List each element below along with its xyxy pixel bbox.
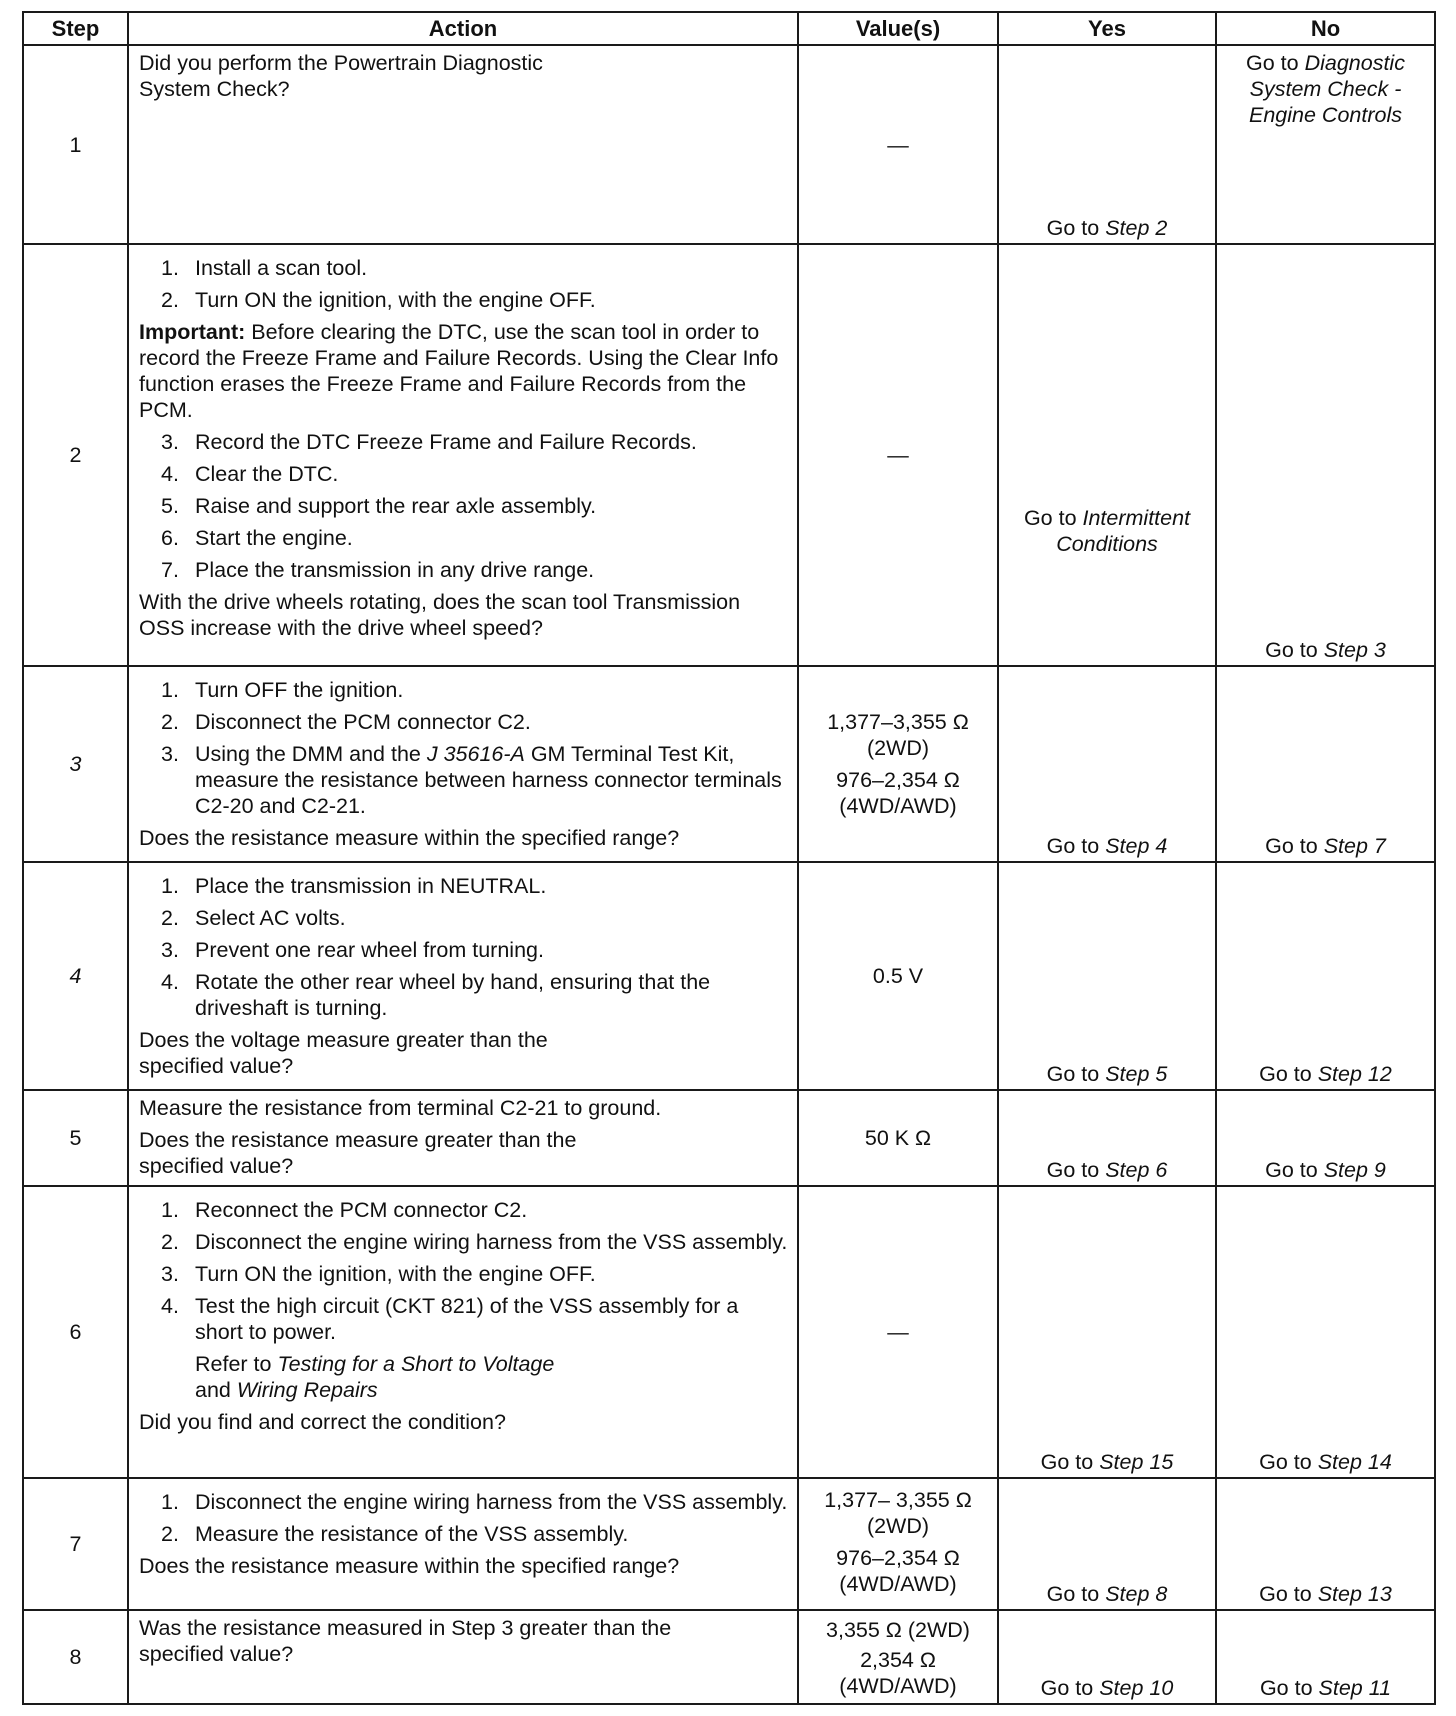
yes-cell bbox=[998, 666, 1216, 862]
no-cell bbox=[1216, 1478, 1435, 1610]
step-number: 5 bbox=[23, 1090, 128, 1186]
yes-result bbox=[999, 1061, 1215, 1087]
diagnostic-table bbox=[22, 11, 1436, 1705]
no-prefix: Go to bbox=[1265, 834, 1324, 858]
diagnostic-table-sheet bbox=[22, 11, 1434, 1705]
list-item: 3. Using the DMM and the J 35616-A GM Terminal Test Kit, measure the resistance between harness connector terminals C2-20 and C2-21. bbox=[161, 742, 782, 818]
question-text: Did you perform the Powertrain Diagnostic System Check? bbox=[139, 51, 543, 101]
no-link[interactable]: Step 3 bbox=[1323, 638, 1386, 662]
question-text: Did you find and correct the condition? bbox=[139, 1410, 506, 1434]
yes-prefix: Go to bbox=[1046, 1582, 1106, 1606]
no-result bbox=[1217, 1449, 1434, 1475]
refer-link-wiring-repairs[interactable]: Wiring Repairs bbox=[236, 1378, 378, 1402]
yes-link[interactable]: Step 8 bbox=[1105, 1582, 1168, 1606]
yes-cell bbox=[998, 862, 1216, 1090]
action-cell bbox=[128, 666, 798, 862]
no-prefix: Go to bbox=[1246, 51, 1305, 75]
step-list bbox=[139, 429, 789, 583]
yes-link[interactable]: Step 4 bbox=[1105, 834, 1168, 858]
step-number: 2 bbox=[23, 244, 128, 666]
value-2wd: 3,355 Ω (2WD) bbox=[826, 1618, 970, 1642]
value-cell: 0.5 V bbox=[798, 862, 998, 1090]
step-list bbox=[139, 873, 789, 1021]
step-number: 3 bbox=[23, 666, 128, 862]
value-2wd: 1,377–3,355 Ω (2WD) bbox=[827, 710, 969, 760]
action-cell bbox=[128, 862, 798, 1090]
no-prefix: Go to bbox=[1259, 1582, 1318, 1606]
table-row bbox=[23, 666, 1435, 862]
yes-prefix: Go to bbox=[1046, 834, 1106, 858]
value-4wd: 2,354 Ω (4WD/AWD) bbox=[839, 1648, 957, 1698]
yes-link[interactable]: Intermittent Conditions bbox=[1056, 506, 1191, 556]
no-cell bbox=[1216, 45, 1435, 244]
yes-link[interactable]: Step 5 bbox=[1105, 1062, 1168, 1086]
no-result bbox=[1217, 1157, 1434, 1183]
yes-link[interactable]: Step 10 bbox=[1099, 1676, 1174, 1700]
no-prefix: Go to bbox=[1259, 1450, 1318, 1474]
table-row bbox=[23, 1186, 1435, 1478]
list-item: 3. Record the DTC Freeze Frame and Failure Records. bbox=[161, 430, 697, 454]
no-cell bbox=[1216, 1090, 1435, 1186]
yes-result bbox=[999, 505, 1215, 557]
instruction-text: Measure the resistance from terminal C2-21 to ground. bbox=[139, 1096, 662, 1120]
action-cell bbox=[128, 1610, 798, 1704]
no-link[interactable]: Step 12 bbox=[1317, 1062, 1392, 1086]
no-result bbox=[1217, 1581, 1434, 1607]
value-cell: — bbox=[798, 45, 998, 244]
list-item: 7. Place the transmission in any drive range. bbox=[161, 558, 595, 582]
action-cell bbox=[128, 1186, 798, 1478]
refer-text: Refer to Testing for a Short to Voltage and Wiring Repairs bbox=[195, 1352, 555, 1402]
list-item: 1. Reconnect the PCM connector C2. bbox=[161, 1198, 528, 1222]
yes-result bbox=[999, 1449, 1215, 1475]
tool-reference: J 35616-A bbox=[426, 742, 525, 766]
no-link[interactable]: Step 9 bbox=[1323, 1158, 1386, 1182]
table-row bbox=[23, 244, 1435, 666]
no-cell bbox=[1216, 1186, 1435, 1478]
no-prefix: Go to bbox=[1265, 1158, 1324, 1182]
list-item: 2. Disconnect the PCM connector C2. bbox=[161, 710, 531, 734]
table-row bbox=[23, 1090, 1435, 1186]
step-number: 7 bbox=[23, 1478, 128, 1610]
value-cell: — bbox=[798, 1186, 998, 1478]
no-link[interactable]: Diagnostic System Check - Engine Controls bbox=[1249, 51, 1405, 127]
yes-prefix: Go to bbox=[1046, 1158, 1106, 1182]
yes-cell bbox=[998, 45, 1216, 244]
action-cell bbox=[128, 1090, 798, 1186]
step-number: 8 bbox=[23, 1610, 128, 1704]
table-row bbox=[23, 1478, 1435, 1610]
yes-cell bbox=[998, 1610, 1216, 1704]
no-prefix: Go to bbox=[1265, 638, 1324, 662]
yes-result bbox=[999, 1675, 1215, 1701]
list-item: 2. Turn ON the ignition, with the engine OFF. bbox=[161, 288, 596, 312]
step-number: 1 bbox=[23, 45, 128, 244]
list-item: 3. Turn ON the ignition, with the engine OFF. bbox=[161, 1262, 596, 1286]
question-text: Does the resistance measure within the specified range? bbox=[139, 826, 680, 850]
yes-result bbox=[999, 215, 1215, 241]
step-number: 4 bbox=[23, 862, 128, 1090]
no-link[interactable]: Step 13 bbox=[1317, 1582, 1392, 1606]
yes-cell bbox=[998, 1478, 1216, 1610]
step-list bbox=[139, 255, 789, 313]
question-text: Does the voltage measure greater than the specified value? bbox=[139, 1028, 548, 1078]
value-4wd: 976–2,354 Ω (4WD/AWD) bbox=[836, 1546, 960, 1596]
value-4wd: 976–2,354 Ω (4WD/AWD) bbox=[836, 768, 960, 818]
no-result bbox=[1217, 1061, 1434, 1087]
list-item: 4. Rotate the other rear wheel by hand, ensuring that the driveshaft is turning. bbox=[161, 970, 711, 1020]
no-cell bbox=[1216, 1610, 1435, 1704]
yes-result bbox=[999, 1581, 1215, 1607]
yes-cell bbox=[998, 1186, 1216, 1478]
no-result bbox=[1217, 637, 1434, 663]
value-cell bbox=[798, 1478, 998, 1610]
yes-link[interactable]: Step 15 bbox=[1099, 1450, 1174, 1474]
list-item: 1. Install a scan tool. bbox=[161, 256, 368, 280]
action-cell bbox=[128, 1478, 798, 1610]
value-cell bbox=[798, 1610, 998, 1704]
no-link[interactable]: Step 11 bbox=[1318, 1676, 1392, 1700]
no-link[interactable]: Step 7 bbox=[1323, 834, 1386, 858]
step-list bbox=[139, 1197, 789, 1403]
yes-prefix: Go to bbox=[1040, 1450, 1100, 1474]
yes-cell bbox=[998, 244, 1216, 666]
list-item: 1. Disconnect the engine wiring harness from the VSS assembly. bbox=[161, 1490, 788, 1514]
table-row bbox=[23, 45, 1435, 244]
yes-link[interactable]: Step 2 bbox=[1105, 216, 1168, 240]
step-list bbox=[139, 1489, 789, 1547]
step-number: 6 bbox=[23, 1186, 128, 1478]
yes-link[interactable]: Step 6 bbox=[1105, 1158, 1168, 1182]
list-item: 2. Select AC volts. bbox=[161, 906, 346, 930]
question-text: Was the resistance measured in Step 3 greater than the specified value? bbox=[139, 1616, 672, 1666]
table-row bbox=[23, 1610, 1435, 1704]
list-item: 2. Disconnect the engine wiring harness from the VSS assembly. bbox=[161, 1230, 788, 1254]
header-no: No bbox=[1216, 12, 1435, 45]
no-result bbox=[1217, 1675, 1434, 1701]
header-row bbox=[23, 12, 1435, 45]
no-cell bbox=[1216, 666, 1435, 862]
table-row bbox=[23, 862, 1435, 1090]
no-prefix: Go to bbox=[1259, 1676, 1319, 1700]
list-item: 6. Start the engine. bbox=[161, 526, 353, 550]
yes-prefix: Go to bbox=[1023, 506, 1083, 530]
list-item: 3. Prevent one rear wheel from turning. bbox=[161, 938, 544, 962]
list-item: 4. Clear the DTC. bbox=[161, 462, 339, 486]
header-yes: Yes bbox=[998, 12, 1216, 45]
question-text: Does the resistance measure greater than the specified value? bbox=[139, 1128, 577, 1178]
yes-result bbox=[999, 1157, 1215, 1183]
question-text: Does the resistance measure within the specified range? bbox=[139, 1554, 680, 1578]
value-2wd: 1,377– 3,355 Ω (2WD) bbox=[824, 1488, 972, 1538]
header-action: Action bbox=[128, 12, 798, 45]
list-item: 1. Place the transmission in NEUTRAL. bbox=[161, 874, 547, 898]
no-cell bbox=[1216, 244, 1435, 666]
action-cell bbox=[128, 244, 798, 666]
value-cell bbox=[798, 666, 998, 862]
header-step: Step bbox=[23, 12, 128, 45]
action-cell bbox=[128, 45, 798, 244]
question-text: With the drive wheels rotating, does the scan tool Transmission OSS increase with the drive wheel speed? bbox=[139, 590, 741, 640]
yes-prefix: Go to bbox=[1040, 1676, 1100, 1700]
no-link[interactable]: Step 14 bbox=[1317, 1450, 1392, 1474]
yes-prefix: Go to bbox=[1046, 1062, 1106, 1086]
important-note: Important: Before clearing the DTC, use the scan tool in order to record the Freeze Frame and Failure Records. Using the Clear Info function erases the Freeze Frame and Failure Records from the PCM. bbox=[139, 320, 779, 422]
value-cell: 50 K Ω bbox=[798, 1090, 998, 1186]
yes-prefix: Go to bbox=[1046, 216, 1106, 240]
list-item: 1. Turn OFF the ignition. bbox=[161, 678, 404, 702]
no-result bbox=[1217, 50, 1434, 128]
yes-cell bbox=[998, 1090, 1216, 1186]
yes-result bbox=[999, 833, 1215, 859]
refer-link-short-to-voltage[interactable]: Testing for a Short to Voltage bbox=[277, 1352, 555, 1376]
list-item: 4. Test the high circuit (CKT 821) of the VSS assembly for a short to power. Refer to Testing for a Short to Voltage and Wiring Repairs bbox=[139, 1293, 789, 1403]
value-cell: — bbox=[798, 244, 998, 666]
no-prefix: Go to bbox=[1259, 1062, 1318, 1086]
header-values: Value(s) bbox=[798, 12, 998, 45]
no-result bbox=[1217, 833, 1434, 859]
step-list bbox=[139, 677, 789, 819]
list-item: 2. Measure the resistance of the VSS assembly. bbox=[161, 1522, 629, 1546]
list-item: 5. Raise and support the rear axle assembly. bbox=[161, 494, 597, 518]
no-cell bbox=[1216, 862, 1435, 1090]
